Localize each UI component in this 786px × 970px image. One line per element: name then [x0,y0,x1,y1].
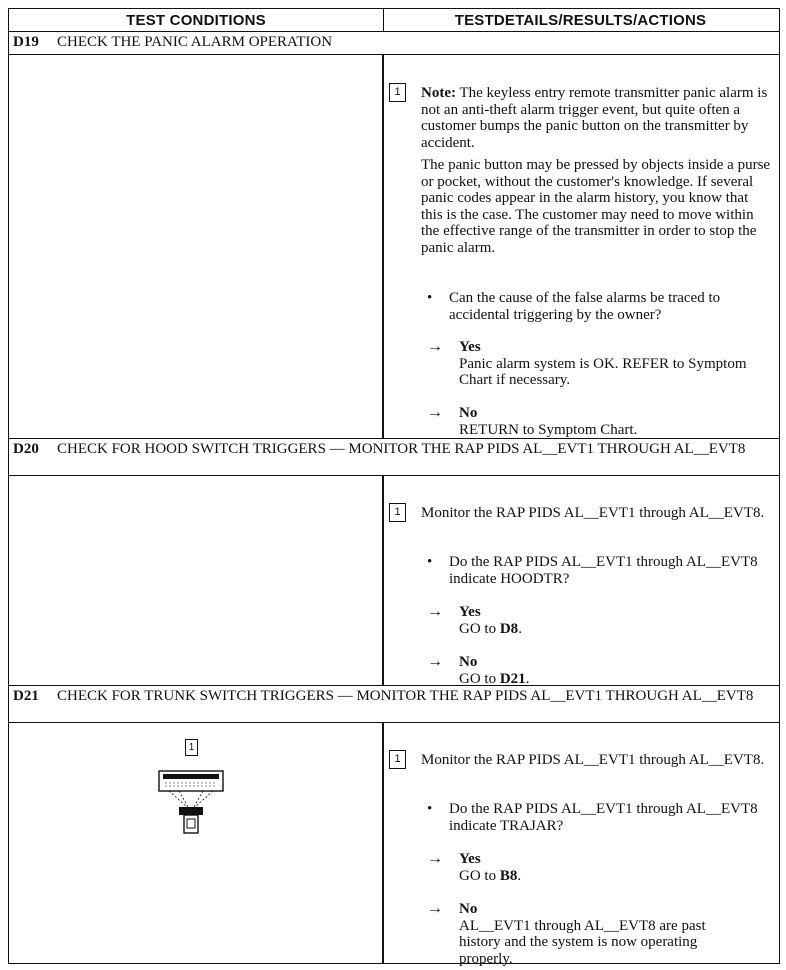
no-text: RETURN to Symptom Chart. [459,421,638,438]
no-label: No [459,654,478,670]
column-header-test-details: TESTDETAILS/RESULTS/ACTIONS [382,8,780,32]
bullet-icon: • [427,801,433,817]
no-result [459,901,749,967]
yes-result: Yes GO to D8. [459,604,522,637]
arrow-icon: → [427,338,443,355]
section-code: D21 [13,688,39,704]
test-details-cell-d20 [382,476,780,686]
yes-result: Yes GO to B8. [459,851,522,884]
yes-label: Yes [459,604,481,620]
arrow-icon: → [427,850,443,867]
test-conditions-cell-d19 [8,55,384,439]
bullet-icon: • [427,554,433,570]
yes-result [459,339,759,389]
section-code: D19 [13,34,39,50]
yes-prefix: GO to [459,620,497,637]
arrow-icon: → [427,404,443,421]
test-conditions-cell-d21 [8,723,384,964]
test-conditions-cell-d20 [8,476,384,686]
yes-prefix: GO to [459,867,497,884]
note-text: The keyless entry remote transmitter panic alarm is not an anti-theft alarm trigger event, but quite often a customer bumps the panic button on the transmitter by accident. [421,85,768,151]
section-title-text: CHECK FOR HOOD SWITCH TRIGGERS — MONITOR THE RAP PIDS AL__EVT1 THROUGH AL__EVT8 [57,441,746,457]
column-header-test-conditions: TEST CONDITIONS [8,8,384,32]
section-code: D20 [13,441,39,457]
no-text: AL__EVT1 through AL__EVT8 are past history and the system is now operating properly. [459,917,706,967]
section-title-d21 [8,686,780,723]
scan-tool-connector-icon [157,755,227,855]
question-text: Do the RAP PIDS AL__EVT1 through AL__EVT8 indicate HOODTR? [449,554,758,587]
yes-label: Yes [459,851,481,867]
panic-paragraph: The panic button may be pressed by objects inside a purse or pocket, without the customer's knowledge. If several panic codes appear in the alarm history, you know that this is the case. The customer may need to move within the effective range of the transmitter in order to stop the panic alarm. [421,157,771,256]
yes-text: Panic alarm system is OK. REFER to Symptom Chart if necessary. [459,355,747,388]
section-title-text: CHECK FOR TRUNK SWITCH TRIGGERS — MONITOR THE RAP PIDS AL__EVT1 THROUGH AL__EVT8 [57,688,754,704]
test-details-cell-d19 [382,55,780,439]
section-title-text: CHECK THE PANIC ALARM OPERATION [57,34,333,50]
note-label: Note: [421,85,456,101]
question-text: Do the RAP PIDS AL__EVT1 through AL__EVT8 indicate TRAJAR? [449,801,758,834]
step-number-box: 1 [389,750,406,769]
yes-target: D8 [499,620,519,637]
step-number-box: 1 [389,83,406,102]
step-number-box: 1 [389,503,406,522]
instruction-text: Monitor the RAP PIDS AL__EVT1 through AL__EVT8. [421,752,765,768]
illustration-step-box: 1 [185,739,198,756]
section-title-d20 [8,439,780,476]
arrow-icon: → [427,603,443,620]
no-label: No [459,405,478,421]
test-details-cell-d21 [382,723,780,967]
question-text: Can the cause of the false alarms be traced to accidental triggering by the owner? [449,290,721,323]
bullet-icon: • [427,290,433,306]
diagnostic-table [8,8,780,967]
yes-label: Yes [459,339,481,355]
note-paragraph [421,85,771,151]
instruction-text: Monitor the RAP PIDS AL__EVT1 through AL__EVT8. [421,505,765,521]
trunk-switch-illustration [157,739,227,839]
no-result: No GO to D21. [459,654,530,687]
no-target: D21 [499,670,526,687]
section-title-d19 [8,32,780,55]
no-label: No [459,901,478,917]
no-prefix: GO to [459,670,497,687]
arrow-icon: → [427,653,443,670]
no-result [459,405,759,438]
arrow-icon: → [427,900,443,917]
yes-target: B8 [499,867,518,884]
